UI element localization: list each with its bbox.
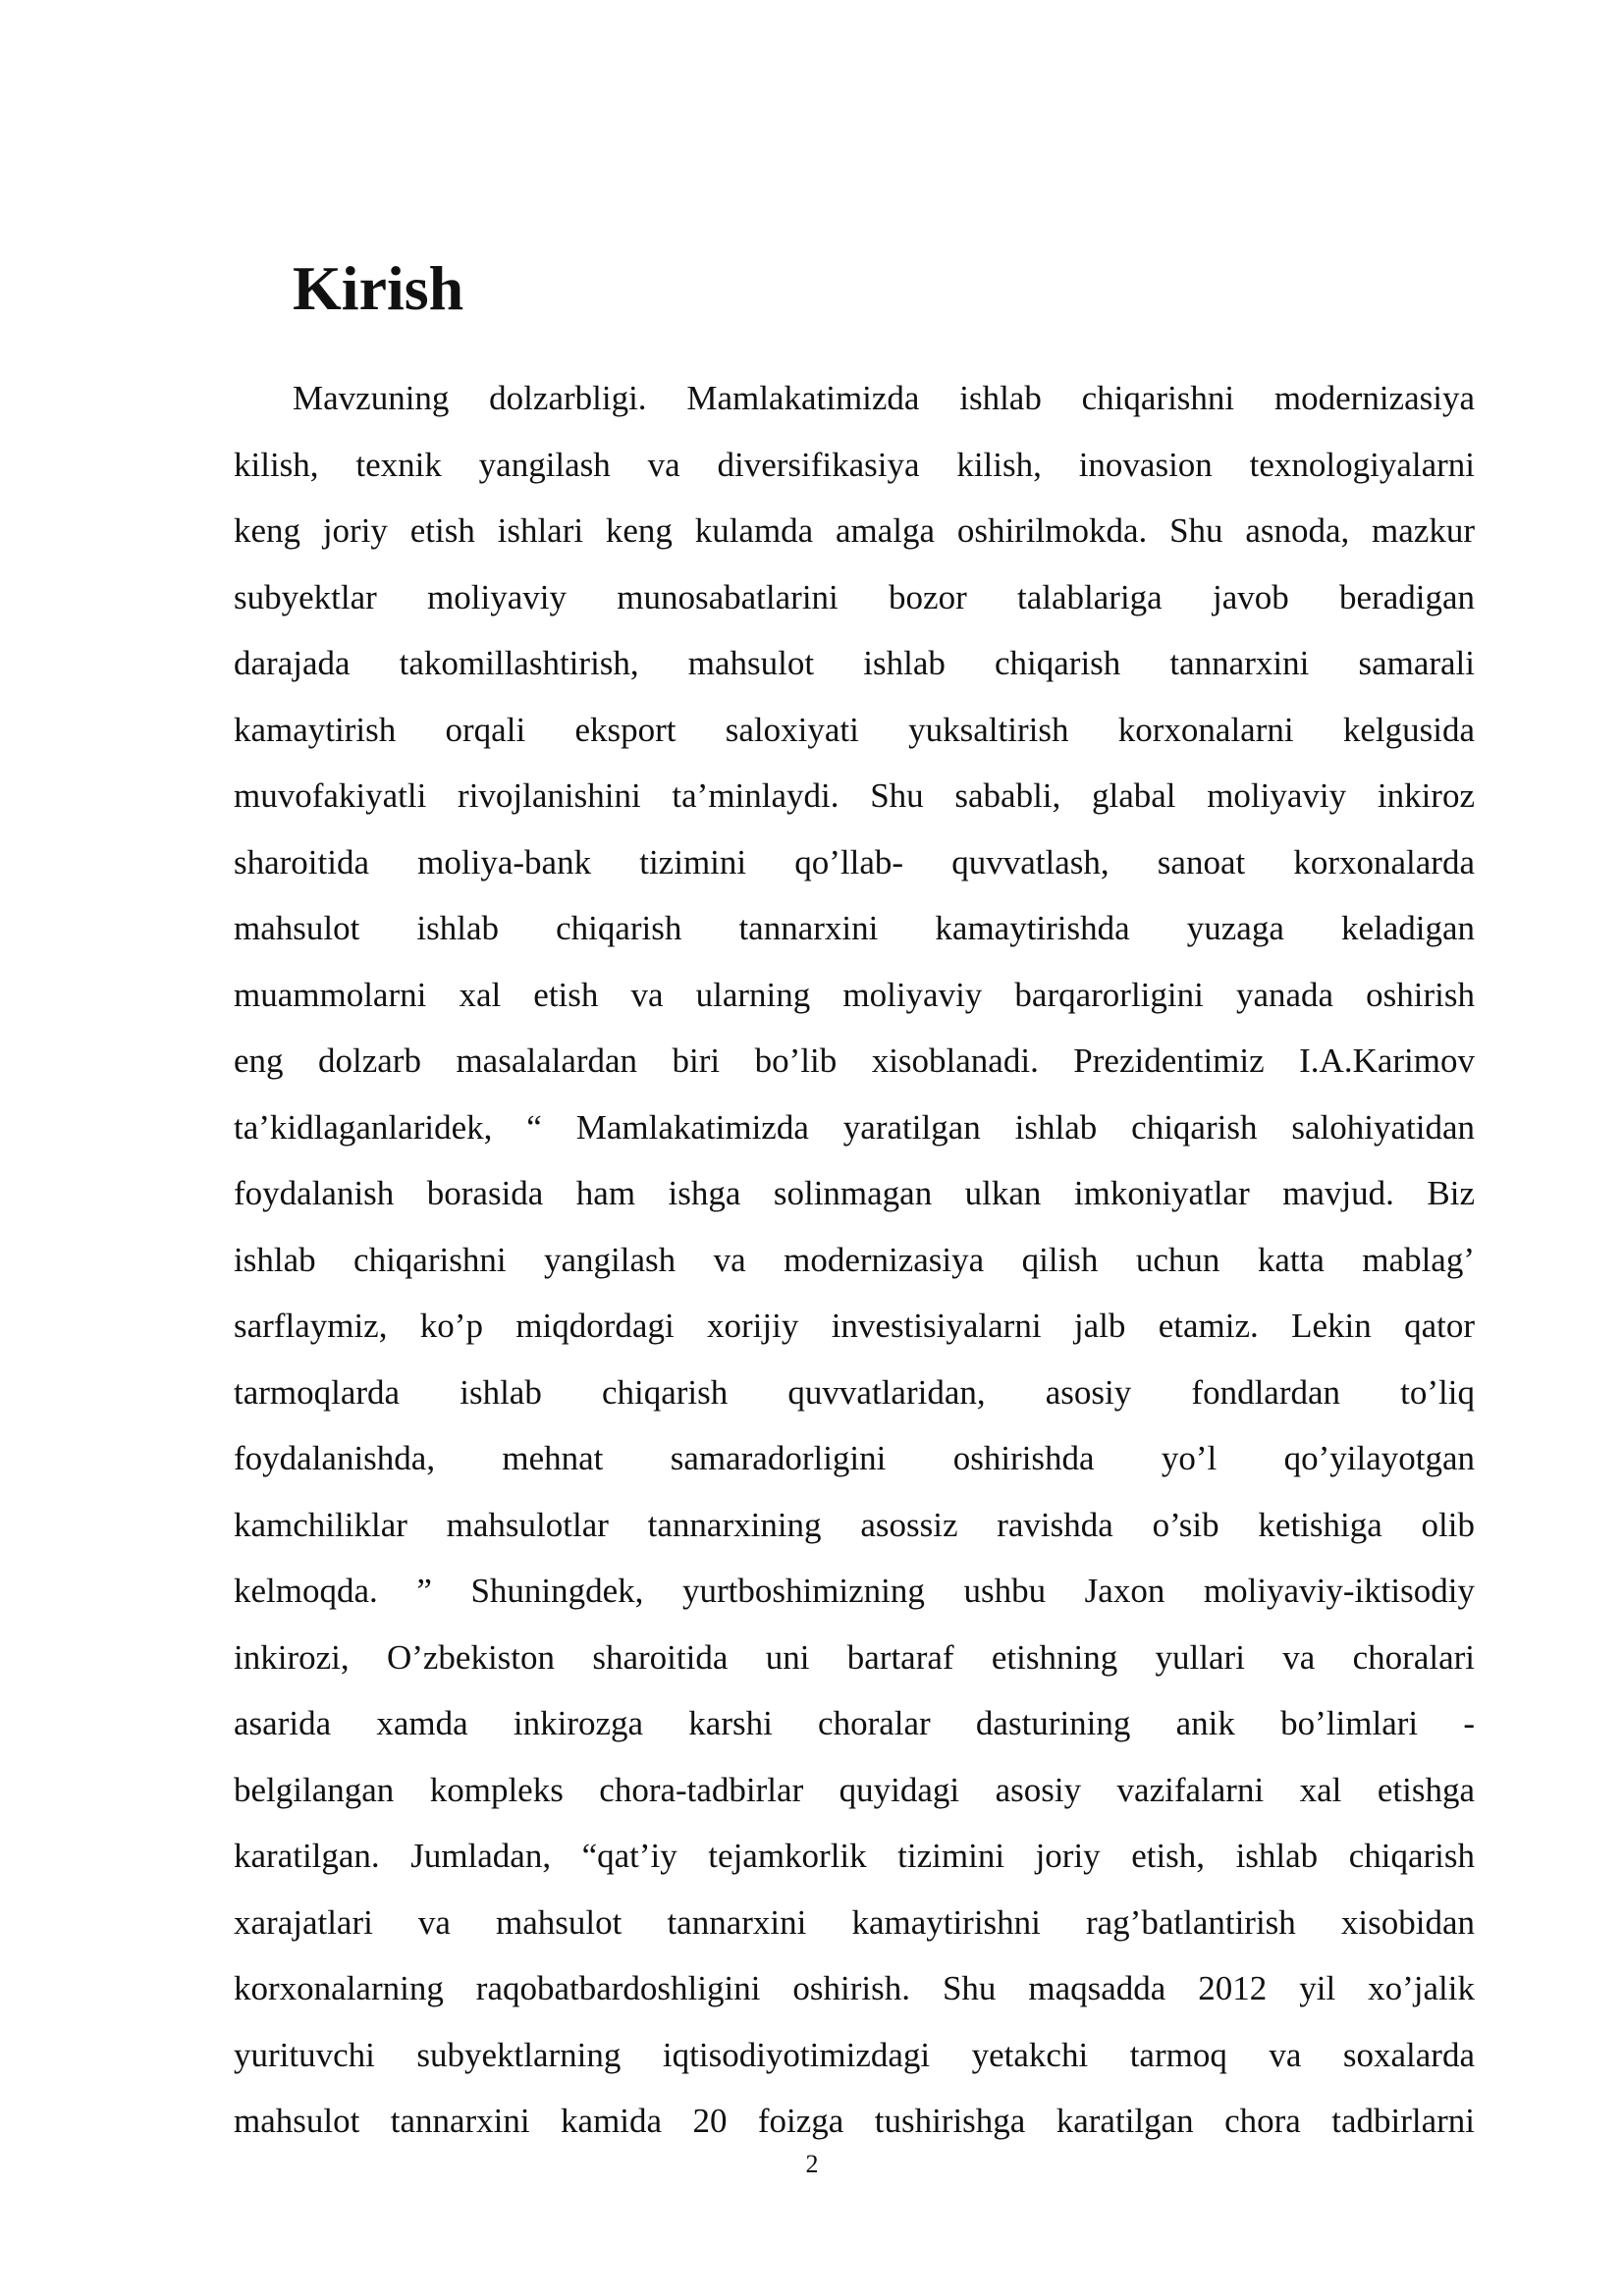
text-line: ishlab chiqarishni yangilash va modernizasiya qilish uchun katta mablag’ <box>234 1240 1475 1279</box>
text-line: foydalanish borasida ham ishga solinmagan ulkan imkoniyatlar mavjud. Biz <box>234 1174 1475 1212</box>
text-line: keng joriy etish ishlari keng kulamda amalga oshirilmokda. Shu asnoda, mazkur <box>234 511 1475 550</box>
text-line: tarmoqlarda ishlab chiqarish quvvatlaridan, asosiy fondlardan to’liq <box>234 1372 1475 1412</box>
text-line: kamchiliklar mahsulotlar tannarxining asossiz ravishda o’sib ketishiga olib <box>234 1505 1475 1544</box>
text-line: xarajatlari va mahsulot tannarxini kamaytirishni rag’batlantirish xisobidan <box>234 1902 1475 1942</box>
text-line: subyektlar moliyaviy munosabatlarini bozor talablariga javob beradigan <box>234 577 1475 616</box>
text-line: asarida xamda inkirozga karshi choralar dasturining anik bo’limlari - <box>234 1704 1475 1742</box>
text-line: korxonalarning raqobatbardoshligini oshirish. Shu maqsadda 2012 yil xo’jalik <box>234 1969 1475 2007</box>
text-line: ta’kidlaganlaridek, “ Mamlakatimizda yaratilgan ishlab chiqarish salohiyatidan <box>234 1107 1475 1147</box>
text-line: sarflaymiz, ko’p miqdordagi xorijiy investisiyalarni jalb etamiz. Lekin qator <box>234 1307 1475 1345</box>
text-line: belgilangan kompleks chora-tadbirlar quyidagi asosiy vazifalarni xal etishga <box>234 1770 1475 1809</box>
text-line: sharoitida moliya-bank tizimini qo’llab- quvvatlash, sanoat korxonalarda <box>234 842 1475 881</box>
text-line: darajada takomillashtirish, mahsulot ishlab chiqarish tannarxini samarali <box>234 644 1475 682</box>
text-line: eng dolzarb masalalardan biri bo’lib xisoblanadi. Prezidentimiz I.A.Karimov <box>234 1041 1475 1080</box>
text-line: muvofakiyatli rivojlanishini ta’minlaydi. Shu sababli, glabal moliyaviy inkiroz <box>234 776 1475 815</box>
text-line: inkirozi, O’zbekiston sharoitida uni bartaraf etishning yullari va choralari <box>234 1637 1475 1677</box>
text-line: kamaytirish orqali eksport saloxiyati yuksaltirish korxonalarni kelgusida <box>234 710 1475 749</box>
text-line: Mavzuning dolzarbligi. Mamlakatimizda ishlab chiqarishni modernizasiya <box>293 379 1475 417</box>
body-paragraph <box>234 371 1475 2161</box>
text-line: foydalanishda, mehnat samaradorligini oshirishda yo’l qo’yilayotgan <box>234 1439 1475 1477</box>
text-line: yurituvchi subyektlarning iqtisodiyotimizdagi yetakchi tarmoq va soxalarda <box>234 2035 1475 2074</box>
text-line: karatilgan. Jumladan, “qat’iy tejamkorlik tizimini joriy etish, ishlab chiqarish <box>234 1837 1475 1875</box>
text-line: mahsulot tannarxini kamida 20 foizga tushirishga karatilgan chora tadbirlarni <box>234 2102 1475 2140</box>
text-line: kelmoqda. ” Shuningdek, yurtboshimizning ushbu Jaxon moliyaviy-iktisodiy <box>234 1572 1475 1610</box>
text-line: muammolarni xal etish va ularning moliyaviy barqarorligini yanada oshirish <box>234 975 1475 1014</box>
text-line: mahsulot ishlab chiqarish tannarxini kamaytirishda yuzaga keladigan <box>234 909 1475 947</box>
section-heading: Kirish <box>293 253 464 323</box>
page-number: 2 <box>805 2150 819 2178</box>
text-line: kilish, texnik yangilash va diversifikasiya kilish, inovasion texnologiyalarni <box>234 445 1475 484</box>
